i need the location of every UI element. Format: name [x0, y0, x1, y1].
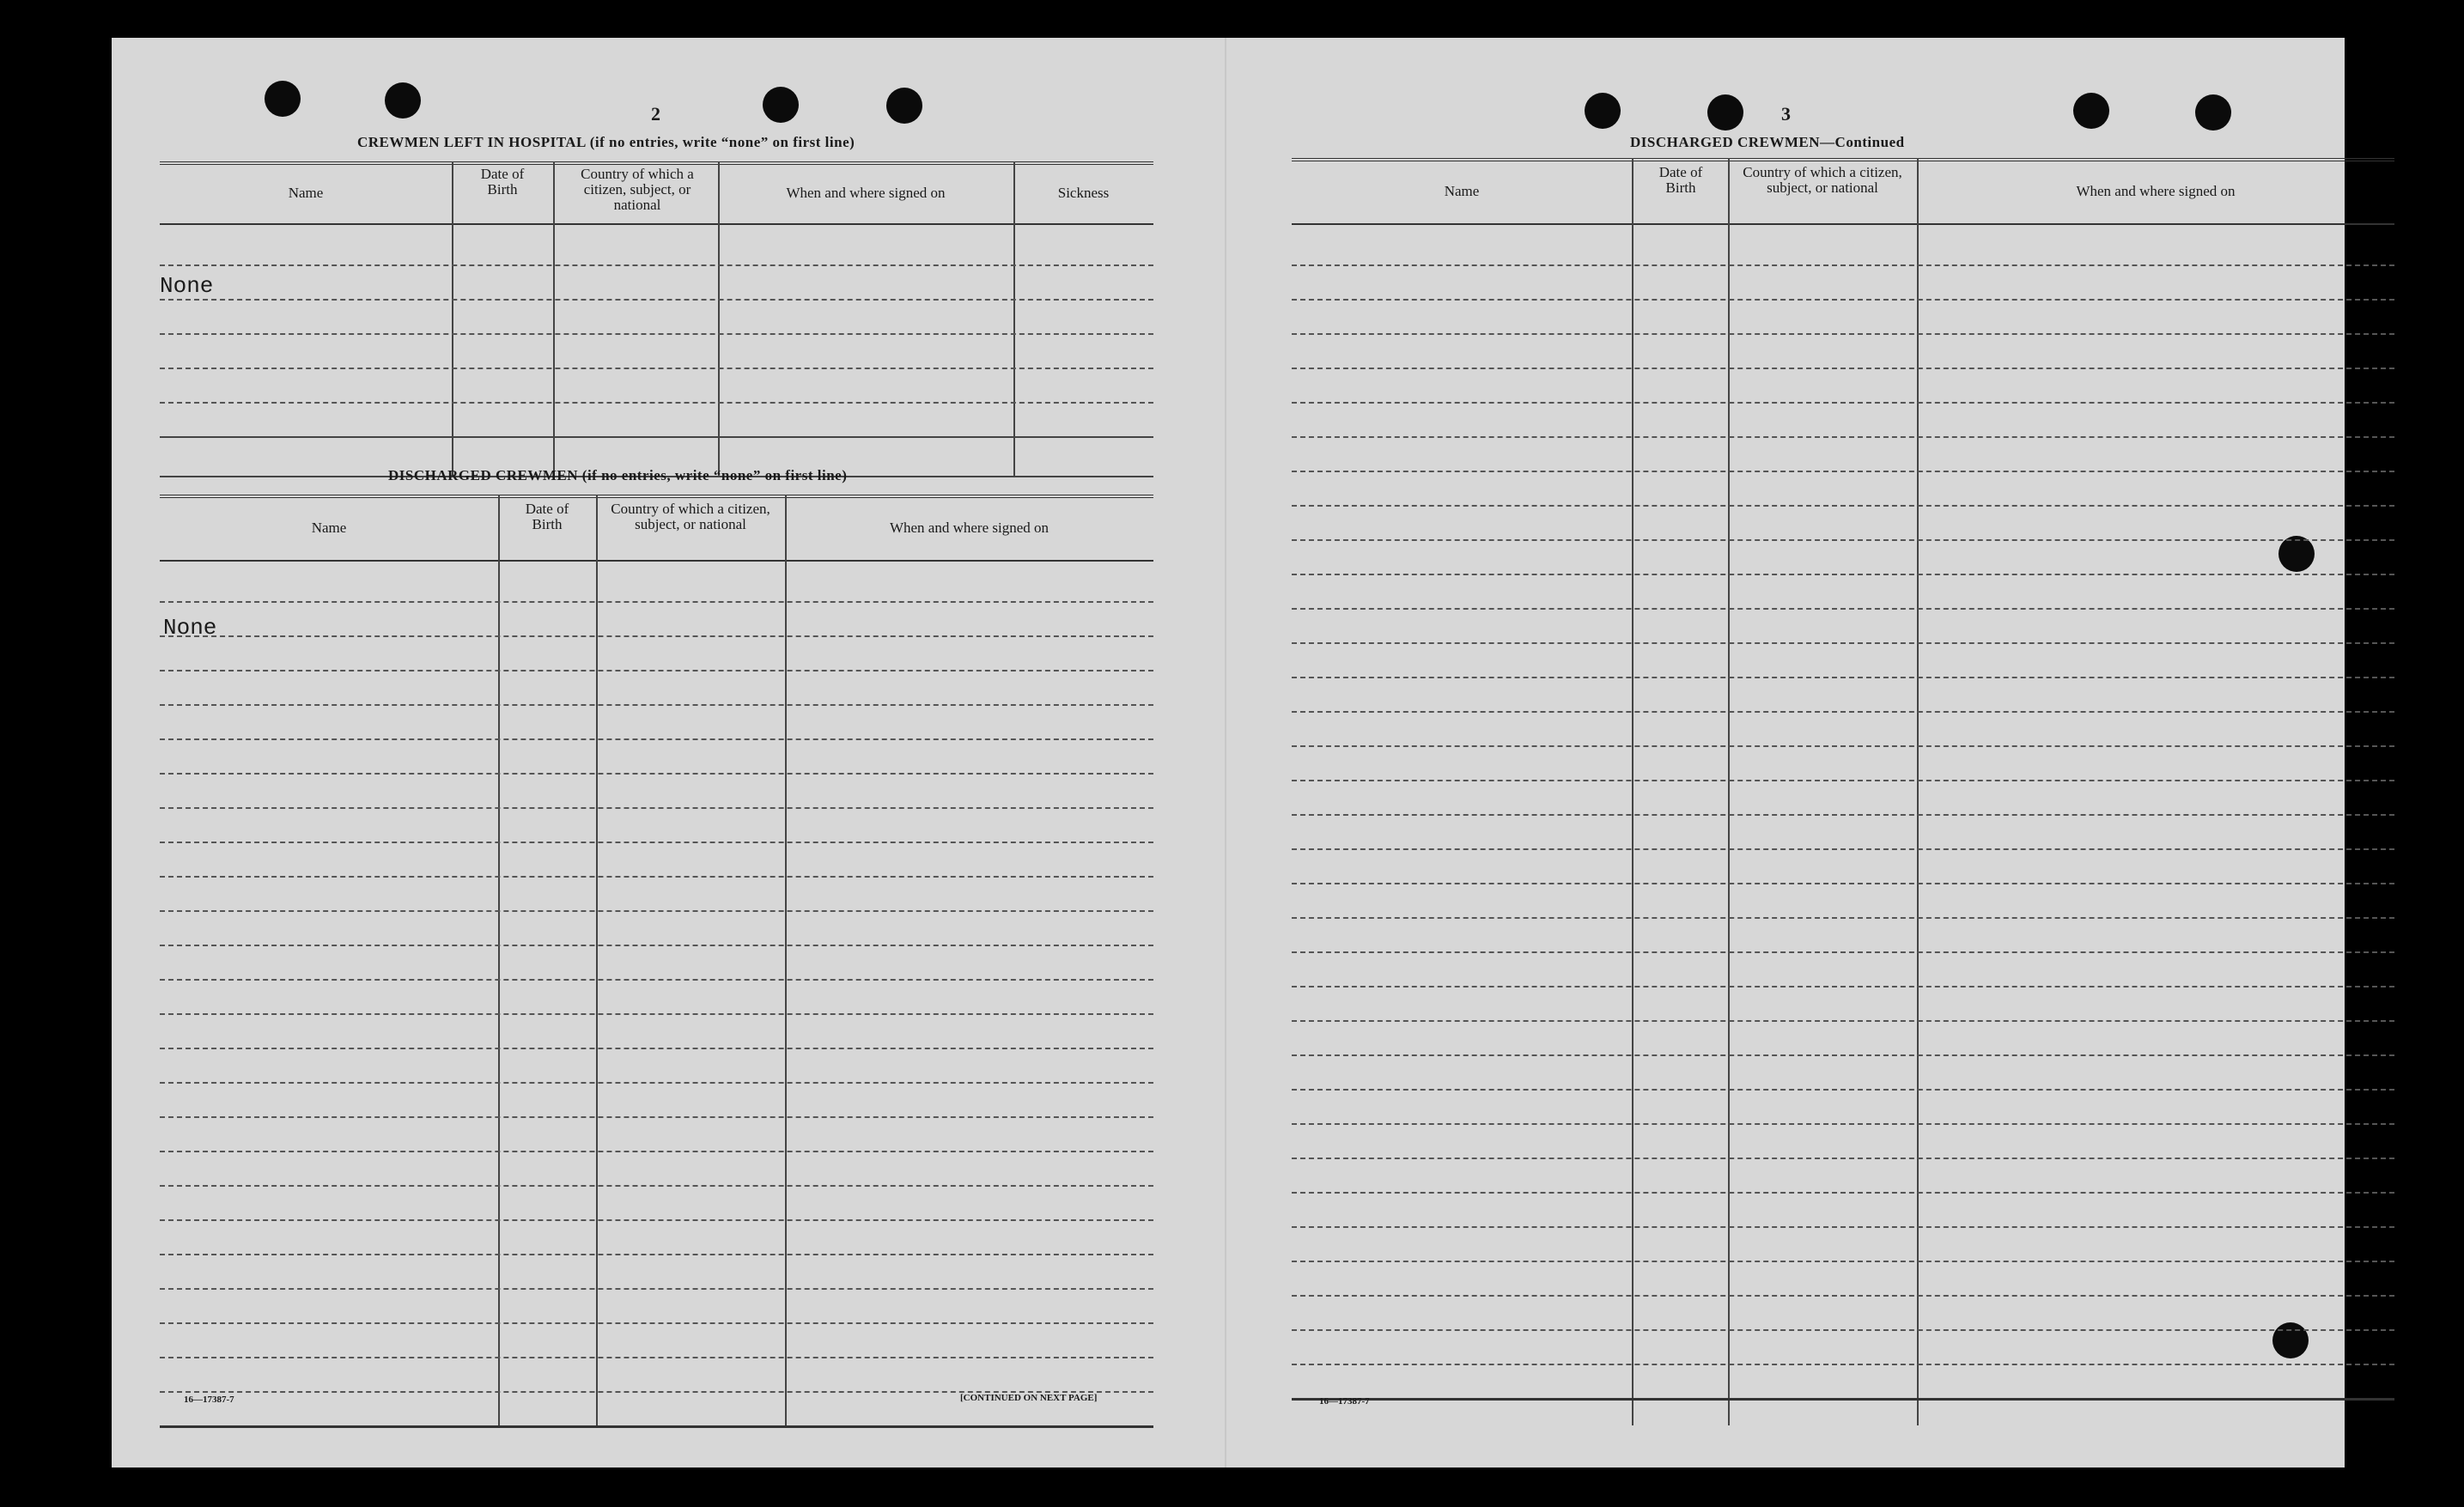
right-col-country: Country of which a citizen, subject, or national: [1743, 164, 1902, 196]
ruled-line: [1292, 436, 2394, 438]
discharged-col-signed: When and where signed on: [889, 520, 1049, 536]
form-number-left: 16—17387-7: [184, 1395, 234, 1405]
ruled-line: [160, 670, 1153, 671]
ruled-line: [1292, 1158, 2394, 1159]
hospital-table: [160, 161, 1153, 479]
ruled-line: [160, 876, 1153, 878]
ruled-line: [1292, 1089, 2394, 1091]
discharged-table: [160, 495, 1153, 1431]
discharged-col-dob: Date of Birth: [525, 501, 569, 532]
hospital-title-text: CREWMEN LEFT IN HOSPITAL: [357, 134, 586, 150]
ruled-line: [1292, 1020, 2394, 1022]
hospital-section-title: [357, 134, 855, 151]
hospital-subtitle-text: (if no entries, write “none” on first line): [589, 134, 855, 150]
page-number-right: 3: [1781, 103, 1791, 125]
ruled-line: [1292, 917, 2394, 919]
ruled-line: [1292, 745, 2394, 747]
discharged-continued-table: [1292, 158, 2394, 1429]
hospital-col-sickness: Sickness: [1057, 185, 1110, 201]
ruled-line: [1292, 574, 2394, 575]
ruled-line: [160, 842, 1153, 843]
discharged-col-name: Name: [311, 520, 347, 536]
continued-note: [CONTINUED ON NEXT PAGE]: [960, 1393, 1098, 1403]
ruled-line: [160, 704, 1153, 706]
discharged-section-title: [388, 467, 847, 484]
ruled-line: [160, 773, 1153, 775]
ruled-line: [160, 1219, 1153, 1221]
hospital-col-name: Name: [288, 185, 324, 201]
ruled-line: [160, 910, 1153, 912]
ruled-line: [160, 1116, 1153, 1118]
ruled-line: [160, 1322, 1153, 1324]
discharged-first-entry: None: [163, 615, 217, 641]
ruled-line: [1292, 951, 2394, 953]
punch-hole: [1707, 94, 1743, 131]
punch-hole: [2195, 94, 2231, 131]
ruled-line: [1292, 1364, 2394, 1365]
ruled-line: [160, 1082, 1153, 1084]
hospital-col-country: Country of which a citizen, subject, or national: [581, 166, 694, 213]
ruled-line: [1292, 1295, 2394, 1297]
ruled-line: [1292, 368, 2394, 369]
ruled-line: [1292, 608, 2394, 610]
ruled-line: [160, 1425, 1153, 1428]
right-col-dob: Date of Birth: [1658, 164, 1703, 196]
ruled-line: [160, 1357, 1153, 1358]
ruled-line: [1292, 780, 2394, 781]
ruled-line: [160, 945, 1153, 946]
punch-hole: [763, 87, 799, 123]
ruled-line: [1292, 1261, 2394, 1262]
document-sheet: [112, 38, 2345, 1468]
punch-hole: [265, 81, 301, 117]
ruled-line: [1292, 1192, 2394, 1194]
ruled-line: [1292, 1123, 2394, 1125]
ruled-line: [1292, 642, 2394, 644]
punch-hole: [886, 88, 922, 124]
ruled-line: [1292, 539, 2394, 541]
ruled-line: [1292, 986, 2394, 987]
ruled-line: [160, 1254, 1153, 1255]
ruled-line: [160, 738, 1153, 740]
ruled-line: [160, 1288, 1153, 1290]
ruled-line: [1292, 1329, 2394, 1331]
hospital-first-entry: None: [160, 273, 214, 299]
ruled-line: [160, 1151, 1153, 1152]
ruled-line: [1292, 814, 2394, 816]
ruled-line: [160, 601, 1153, 603]
hospital-col-signed: When and where signed on: [786, 185, 946, 201]
discharged-subtitle-text: (if no entries, write “none” on first line): [581, 467, 848, 483]
ruled-line: [160, 1013, 1153, 1015]
ruled-line: [1292, 677, 2394, 678]
discharged-col-country: Country of which a citizen, subject, or national: [611, 501, 770, 532]
page-number-left: 2: [651, 103, 660, 125]
ruled-line: [1292, 402, 2394, 404]
right-col-signed: When and where signed on: [2076, 183, 2236, 199]
ruled-line: [160, 807, 1153, 809]
ruled-line: [1292, 1226, 2394, 1228]
ruled-line: [160, 635, 1153, 637]
page-fold: [1225, 38, 1226, 1468]
ruled-line: [1292, 333, 2394, 335]
ruled-line: [160, 1185, 1153, 1187]
right-col-name: Name: [1444, 183, 1480, 199]
ruled-line: [1292, 1398, 2394, 1401]
form-number-right: 16—17387-7: [1319, 1396, 1370, 1407]
ruled-line: [1292, 883, 2394, 884]
hospital-col-dob: Date of Birth: [480, 166, 525, 197]
ruled-line: [1292, 848, 2394, 850]
ruled-line: [1292, 1054, 2394, 1056]
ruled-line: [1292, 299, 2394, 301]
ruled-line: [1292, 711, 2394, 713]
ruled-line: [1292, 471, 2394, 472]
discharged-title-text: DISCHARGED CREWMEN: [388, 467, 579, 483]
ruled-line: [1292, 264, 2394, 266]
ruled-line: [160, 1048, 1153, 1049]
ruled-line: [1292, 505, 2394, 507]
ruled-line: [160, 979, 1153, 981]
right-section-title: DISCHARGED CREWMEN—Continued: [1630, 134, 1905, 150]
punch-hole: [385, 82, 421, 118]
punch-hole: [1585, 93, 1621, 129]
punch-hole: [2073, 93, 2109, 129]
